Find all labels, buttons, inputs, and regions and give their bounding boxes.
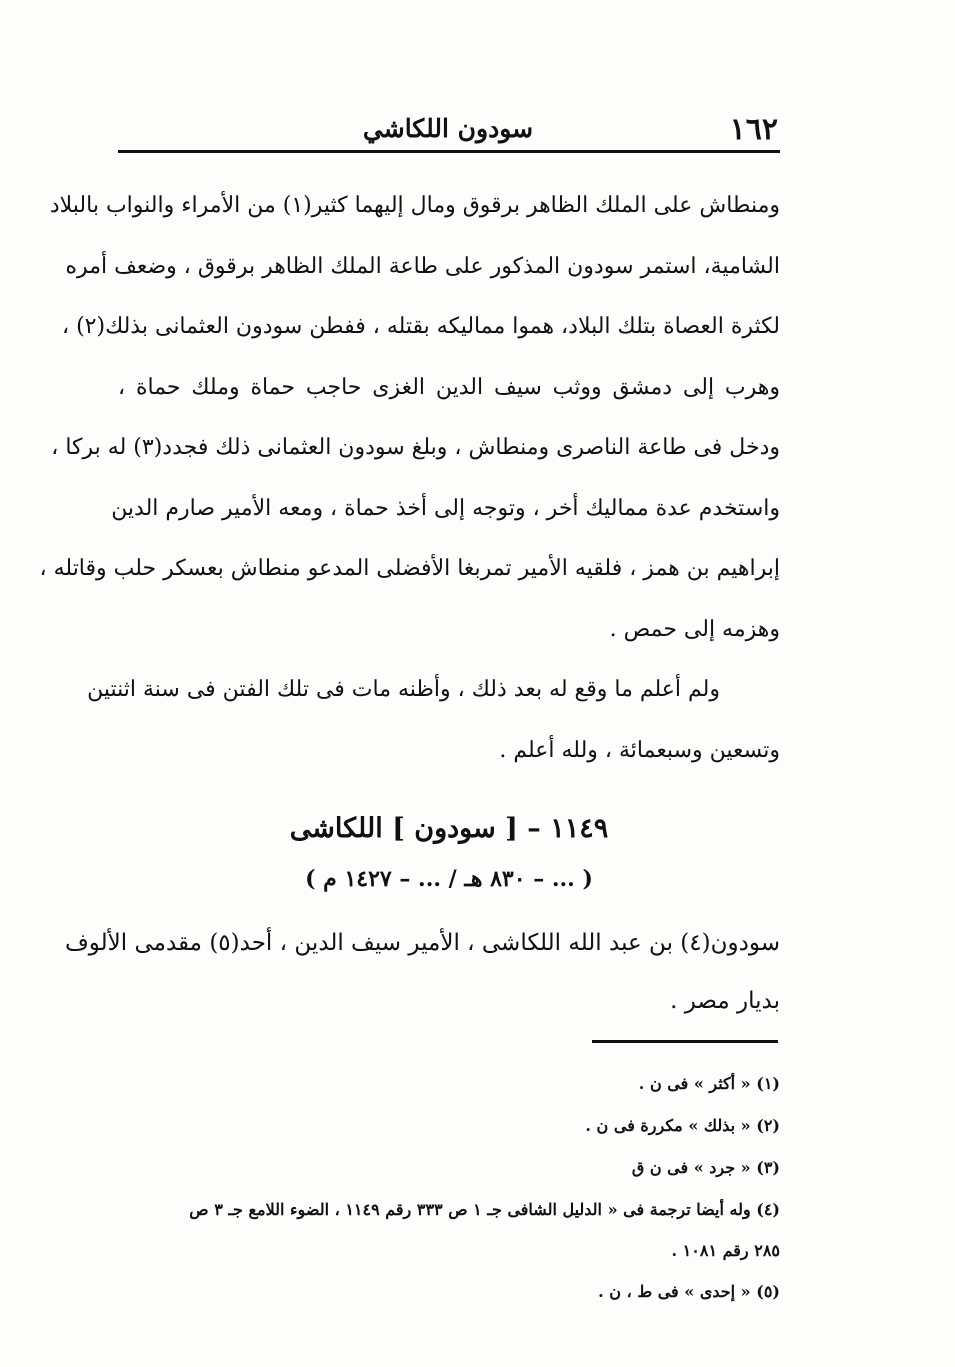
footnote-text: « جرد » فى ن ق [631,1158,751,1177]
footnote-text: « بذلك » مكررة فى ن . [585,1116,751,1135]
text-line: ولم أعلم ما وقع له بعد ذلك ، وأظنه مات فى تلك الفتن فى سنة اثنتين [87,677,720,702]
text-line: إبراهيم بن همز ، فلقيه الأمير تمربغا الأفضلى المدعو منطاش بعسكر حلب وقاتله ، [39,556,780,581]
footnote [118,1147,780,1189]
footnote [118,1063,780,1105]
footnotes [118,1063,780,1313]
text-line: لكثرة العصاة بتلك البلاد، هموا مماليكه بقتله ، ففطن سودون العثمانى بذلك(٢) ، [61,314,780,339]
footnote-continuation: ٢٨٥ رقم ١٠٨١ . [671,1241,780,1260]
entry-dates: ( ... – ٨٣٠ هـ / ... – ١٤٢٧ م ) [305,866,593,892]
text-line: بديار مصر . [670,988,780,1014]
footnote-number: (٢) [756,1116,780,1135]
footnote-text: وله أيضا ترجمة فى « الدليل الشافى جـ ١ ص ٣٣٣ رقم ١١٤٩ ، الضوء اللامع جـ ٣ ص [189,1200,751,1219]
footnote [118,1105,780,1147]
page-header [118,108,778,152]
running-title: سودون اللكاشي [362,114,534,143]
text-line: وهرب إلى دمشق ووثب سيف الدين الغزى حاجب حماة وملك حماة ، [118,374,780,400]
footnote [118,1271,780,1313]
footnote-number: (٤) [756,1200,780,1219]
text-line: وهزمه إلى حمص . [609,616,780,642]
entry-text [64,914,780,1030]
footnote-rule [592,1040,778,1043]
text-line: ودخل فى طاعة الناصرى ومنطاش ، وبلغ سودون العثمانى ذلك فجدد(٣) له بركا ، [51,435,780,460]
entry-title: ١١٤٩ – [ سودون ] اللكاشى [289,813,609,844]
text-line: وتسعين وسبعمائة ، ولله أعلم . [499,737,780,763]
footnote-text: « إحدى » فى ط ، ن . [598,1282,751,1301]
footnote-text: « أكثر » فى ن . [638,1074,751,1093]
main-text [39,176,780,781]
text-line: واستخدم عدة مماليك أخر ، وتوجه إلى أخذ حماة ، ومعه الأمير صارم الدين [111,495,780,521]
text-line: ومنطاش على الملك الظاهر برقوق ومال إليهما كثير(١) من الأمراء والنواب بالبلاد [49,193,780,218]
entry-heading [118,800,780,900]
text-line: الشامية، استمر سودون المذكور على طاعة الملك الظاهر برقوق ، وضعف أمره [65,253,780,279]
footnote-number: (٥) [756,1282,780,1301]
footnote [118,1189,780,1231]
page-number: ١٦٢ [729,112,778,147]
footnote-number: (٣) [756,1158,780,1177]
header-rule [118,150,780,153]
text-line: سودون(٤) بن عبد الله اللكاشى ، الأمير سيف الدين ، أحد(٥) مقدمى الألوف [64,930,780,956]
footnote-number: (١) [756,1074,780,1093]
